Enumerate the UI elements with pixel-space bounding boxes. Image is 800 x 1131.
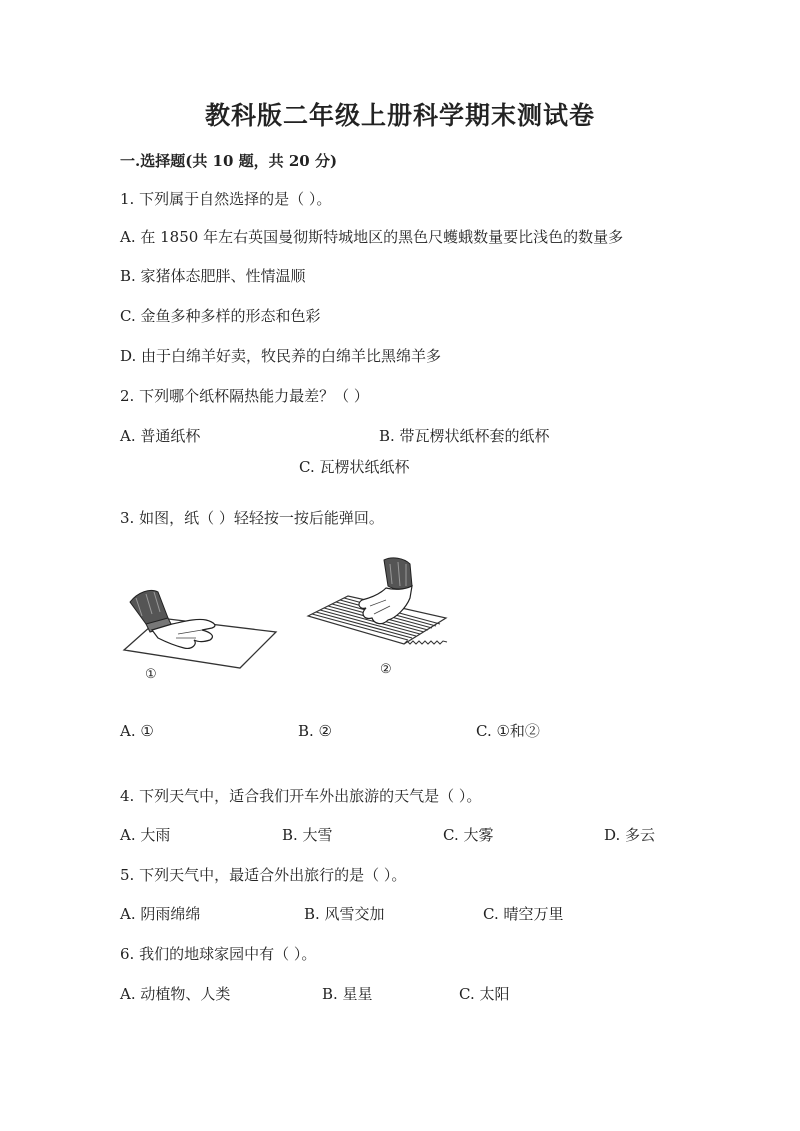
question-6-stem: 6. 我们的地球家园中有（ ）。 (120, 945, 317, 963)
flat-paper-figure (118, 580, 278, 690)
question-4-option-a: A. 大雨 (120, 826, 171, 844)
question-5-option-a: A. 阴雨绵绵 (120, 905, 201, 923)
figure-2-label: ② (380, 662, 392, 677)
section-heading: 一.选择题(共 10 题，共 20 分) (120, 152, 338, 170)
question-1-option-d: D. 由于白绵羊好卖，牧民养的白绵羊比黑绵羊多 (120, 347, 442, 365)
question-6-option-b: B. 星星 (322, 985, 373, 1003)
question-1-option-c: C. 金鱼多种多样的形态和色彩 (120, 307, 321, 325)
question-3-option-b: B. ② (298, 722, 333, 740)
question-2-stem: 2. 下列哪个纸杯隔热能力最差？（ ） (120, 387, 369, 405)
question-1-stem: 1. 下列属于自然选择的是（ ）。 (120, 190, 332, 208)
question-2-option-a: A. 普通纸杯 (120, 427, 201, 445)
question-3-stem: 3. 如图，纸（ ）轻轻按一按后能弹回。 (120, 509, 384, 527)
question-4-option-d: D. 多云 (604, 826, 656, 844)
question-5-option-b: B. 风雪交加 (304, 905, 385, 923)
question-3-option-a: A. ① (120, 722, 154, 740)
corrugated-paper-figure (300, 556, 450, 666)
question-5-stem: 5. 下列天气中，最适合外出旅行的是（ ）。 (120, 866, 407, 884)
question-5-option-c: C. 晴空万里 (483, 905, 564, 923)
page-title: 教科版二年级上册科学期末测试卷 (204, 101, 595, 130)
question-4-option-c: C. 大雾 (443, 826, 494, 844)
figure-1-label: ① (145, 667, 157, 682)
question-2-option-b: B. 带瓦楞状纸杯套的纸杯 (379, 427, 550, 445)
question-2-option-c: C. 瓦楞状纸纸杯 (299, 458, 410, 476)
question-1-option-a: A. 在 1850 年左右英国曼彻斯特城地区的黑色尺蠖蛾数量要比浅色的数量多 (120, 228, 624, 246)
question-1-option-b: B. 家猪体态肥胖、性情温顺 (120, 267, 306, 285)
question-6-option-c: C. 太阳 (459, 985, 510, 1003)
question-4-option-b: B. 大雪 (282, 826, 333, 844)
question-3-option-c: C. ①和② (476, 722, 540, 740)
question-6-option-a: A. 动植物、人类 (120, 985, 231, 1003)
question-4-stem: 4. 下列天气中，适合我们开车外出旅游的天气是（ ）。 (120, 787, 482, 805)
